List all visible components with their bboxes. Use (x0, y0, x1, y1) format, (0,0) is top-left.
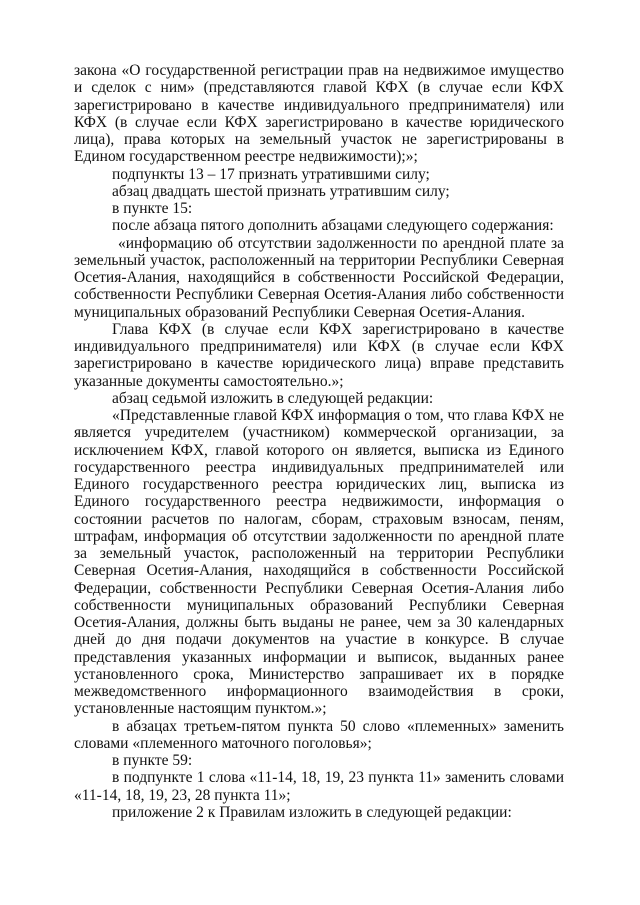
paragraph-presented-info: «Представленные главой КФХ информация о том, что глава КФХ не является учредителем (участником) коммерческой организации, за исключением КФХ, главой которого он является, выписка из Единого государственного реестра индивидуальных предпринимателей или Единого государственного реестра юридических лиц, выписка из Единого государственного реестра недвижимости, информация о состоянии расчетов по налогам, сборам, страховым взносам, пеням, штрафам, информация об отсутствии задолженности по арендной плате за земельный участок, расположенный на территории Республики Северная Осетия-Алания, находящийся в собственности Российской Федерации, собственности Республики Северная Осетия-Алания либо собственности муниципальных образований Республики Северная Осетия-Алания, должны быть выданы не ранее, чем за 30 календарных дней до дня подачи документов на участие в конкурсе. В случае представления указанных информации и выписок, выданных ранее установленного срока, Министерство запрашивает их в порядке межведомственного информационного взаимодействия в сроки, установленные настоящим пунктом.»; (74, 407, 564, 718)
paragraph-debt-info: «информацию об отсутствии задолженности по арендной плате за земельный участок, расположенный на территории Республики Северная Осетия-Алания, находящийся в собственности Российской Федерации, собственности Республики Северная Осетия-Алания либо собственности муниципальных образований Республики Северная Осетия-Алания. (74, 234, 564, 321)
paragraph-subpoint-1: в подпункте 1 слова «11-14, 18, 19, 23 пункта 11» заменить словами «11-14, 18, 19, 23, 28 пункта 11»; (74, 769, 564, 804)
paragraph-appendix-2: приложение 2 к Правилам изложить в следующей редакции: (112, 803, 512, 821)
paragraph-head-kfh: Глава КФХ (в случае если КФХ зарегистрировано в качестве индивидуального предпринимателя) или КФХ (в случае если КФХ зарегистрировано в качестве юридического лица) вправе представить указанные документы самостоятельно.»; (74, 320, 564, 390)
paragraph-abzac-7: абзац седьмой изложить в следующей редакции: (112, 389, 434, 407)
paragraph-add-after-5: после абзаца пятого дополнить абзацами следующего содержания: (112, 217, 554, 235)
paragraph-point-50: в абзацах третьем-пятом пункта 50 слово «племенных» заменить словами «племенного маточного поголовья»; (74, 717, 564, 752)
paragraph-abzac-26-void: абзац двадцать шестой признать утратившим силу; (112, 182, 450, 200)
paragraph-subpoints-void: подпункты 13 – 17 признать утратившими силу; (112, 165, 430, 183)
paragraph-point-59: в пункте 59: (112, 752, 193, 769)
paragraph-point-15: в пункте 15: (112, 200, 193, 217)
document-page (74, 62, 564, 821)
paragraph-law-reference: закона «О государственной регистрации прав на недвижимое имущество и сделок с ним» (представляются главой КФХ (в случае если КФХ зарегистрировано в качестве индивидуального предпринимателя) или КФХ (в случае если КФХ зарегистрировано в качестве юридического лица), права которых на земельный участок не зарегистрированы в Едином государственном реестре недвижимости);»; (74, 62, 564, 166)
